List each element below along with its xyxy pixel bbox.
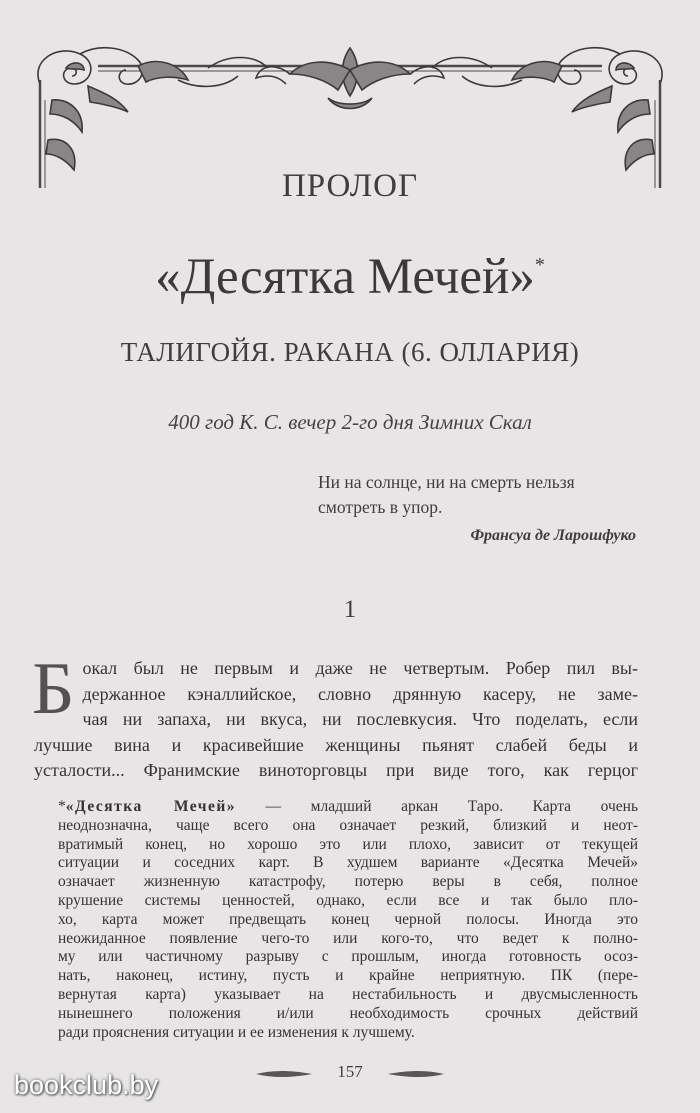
footnote-line: крушение системы ценностей, однако, если все и так было пло- xyxy=(58,891,638,909)
footnote-line: хо, карта может предвещать конец черной полосы. Иногда это xyxy=(58,910,638,928)
footnote-mark: * xyxy=(534,254,545,276)
footnote-line: ситуации и соседних карт. В худшем варианте «Десятка Мечей» xyxy=(58,854,638,872)
watermark: bookclub.by xyxy=(14,1070,159,1100)
section-number: 1 xyxy=(343,596,357,623)
body-line: чая ни запаха, ни вкуса, ни послевкусия. Что поделать, если xyxy=(82,709,638,729)
body-line: окал был не первым и даже не четвертым. Робер пил вы- xyxy=(82,658,638,678)
footnote-line: вернутая карта) указывает на нестабильность и двусмысленность xyxy=(58,985,638,1003)
body-line: лучшие вина и красивейшие женщины пьянят слабей беды и xyxy=(34,734,638,755)
footnote xyxy=(58,798,638,1042)
page-footer xyxy=(250,1062,450,1086)
date-line: 400 год К. С. вечер 2-го дня Зимних Скал xyxy=(168,410,532,434)
footnote-line: вратимый конец, но хорошо это или плохо, зависит от текущей xyxy=(58,835,638,853)
epigraph-line: Ни на солнце, ни на смерть нельзя xyxy=(318,472,575,492)
footnote-line: нынешнего положения и/или необходимость срочных действий xyxy=(58,1004,638,1022)
footnote-text: — младший аркан Таро. Карта очень xyxy=(236,798,639,815)
place-heading: ТАЛИГОЙЯ. РАКАНА (6. ОЛЛАРИЯ) xyxy=(120,337,580,367)
footnote-term: «Десятка Мечей» xyxy=(65,798,237,815)
body-line: держанное кэналлийское, словно дрянную касеру, не заме- xyxy=(82,683,638,704)
epigraph xyxy=(318,470,638,520)
epigraph-author: Франсуа де Ларошфуко xyxy=(470,527,636,544)
footnote-line: нать, наконец, истину, пусть и крайне неприятную. ПК (пере- xyxy=(58,967,638,985)
part-label: ПРОЛОГ xyxy=(281,168,419,204)
footnote-marker: * xyxy=(58,798,66,815)
footnote-line: ради прояснения ситуации и ее изменения к лучшему. xyxy=(58,1023,415,1041)
footnote-line: означает жизненную катастрофу, потерю веры в себя, полное xyxy=(58,873,638,891)
footnote-line: му или частичному разрыву с прошлым, иногда готовность осоз- xyxy=(58,948,638,966)
footnote-line xyxy=(58,798,638,817)
chapter-title-text: «Десятка Мечей» xyxy=(155,249,535,305)
body-line: усталости... Франимские виноторговцы при виде того, как герцог xyxy=(34,760,638,780)
chapter-title xyxy=(0,248,700,306)
drop-cap: Б xyxy=(32,648,75,730)
footnote-line: неожиданное появление чего-то или кого-то, что ведет к полно- xyxy=(58,929,638,947)
footnote-line: неоднозначна, чаще всего она означает резкий, близкий и неот- xyxy=(58,816,638,834)
page-number: 157 xyxy=(337,1062,363,1081)
epigraph-line: смотреть в упор. xyxy=(318,497,443,517)
body-paragraph xyxy=(32,648,638,784)
